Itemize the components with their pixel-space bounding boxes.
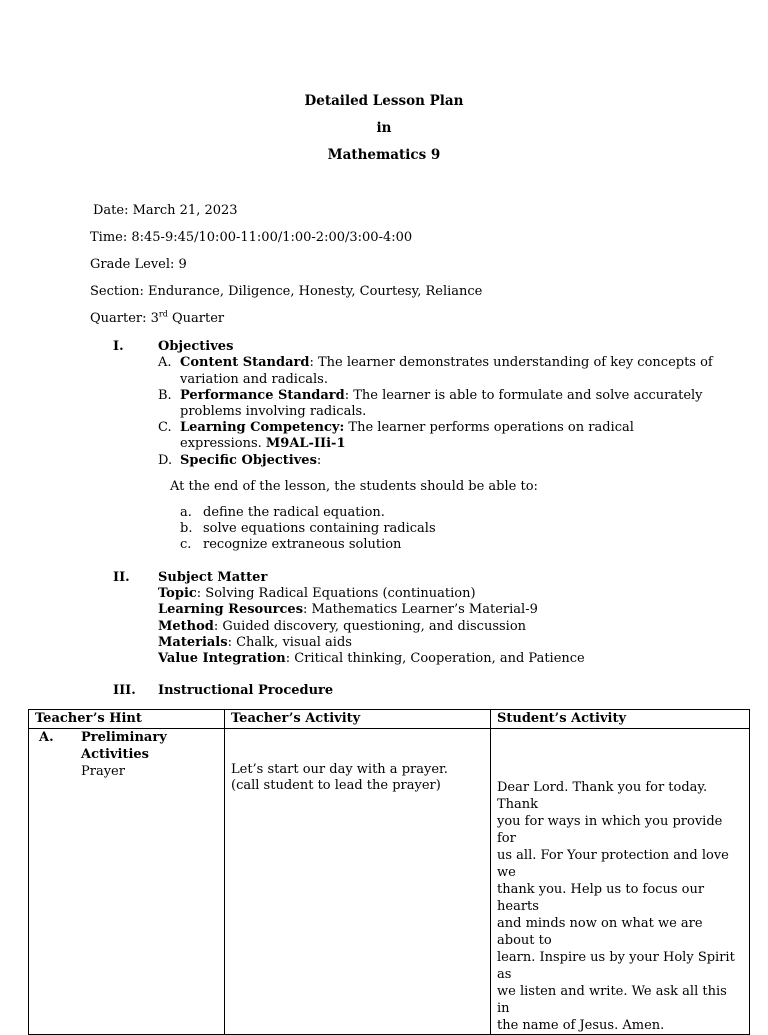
prayer-line: you for ways in which you provide for [497,814,723,846]
topic-text: : Solving Radical Equations (continuation) [196,586,476,601]
document-subject-title: Mathematics 9 [327,147,441,163]
objective-c-label: C. [158,420,172,435]
hint-label: A. [39,730,54,745]
objectives-intro: At the end of the lesson, the students should be able to: [170,479,538,494]
content-standard-term: Content Standard [180,355,310,370]
learning-competency-text: The learner performs operations on radical [344,420,634,435]
performance-standard-text: : The learner is able to formulate and solve accurately [344,388,703,403]
instructional-procedure-table [28,709,750,1035]
prayer-line: us all. For Your protection and love we [497,848,729,880]
quarter-prefix: Quarter: 3 [90,311,159,326]
subject-heading: Subject Matter [158,570,268,585]
objectives-heading: Objectives [158,339,234,354]
table-header-students-activity: Student’s Activity [491,710,750,729]
objective-d [180,453,321,468]
procedure-heading: Instructional Procedure [158,683,334,698]
value-integration-text: : Critical thinking, Cooperation, and Patience [285,651,585,666]
specific-objectives-term: Specific Objectives [180,453,317,468]
objective-b [180,388,703,403]
table-header-row [29,710,750,729]
hint-title-line1: Preliminary [81,730,167,745]
grade-level-line: Grade Level: 9 [90,257,187,272]
list-item-label: b. [180,521,193,536]
learning-competency-expressions: expressions. [180,436,266,451]
performance-standard-term: Performance Standard [180,388,345,403]
objective-b-label: B. [158,388,172,403]
method-line [158,619,526,634]
content-standard-text-cont: variation and radicals. [180,372,328,387]
teachers-hint-cell [29,729,225,1035]
objective-d-label: D. [158,453,173,468]
performance-standard-text-cont: problems involving radicals. [180,404,367,419]
list-item: recognize extraneous solution [203,537,402,552]
hint-title-line2: Activities [81,747,149,762]
list-item: solve equations containing radicals [203,521,436,536]
objectives-numeral: I. [113,339,124,354]
quarter-line [90,311,224,326]
prayer-line: thank you. Help us to focus our hearts [497,882,705,914]
subject-numeral: II. [113,570,130,585]
teachers-activity-line1: Let’s start our day with a prayer. [231,762,448,777]
date-line: Date: March 21, 2023 [93,203,238,218]
learning-resources-line [158,602,538,617]
content-standard-text: : The learner demonstrates understanding of key concepts of [309,355,713,370]
materials-line [158,635,352,650]
prayer-line: the name of Jesus. Amen. [497,1018,665,1033]
prayer-line: learn. Inspire us by your Holy Spirit as [497,950,735,982]
materials-text: : Chalk, visual aids [227,635,352,650]
objective-a [180,355,713,370]
document-title-in: in [376,120,392,136]
prayer-label: Prayer [81,764,125,779]
quarter-suffix: Quarter [167,311,225,326]
procedure-numeral: III. [113,683,136,698]
teachers-activity-cell [225,729,491,1035]
materials-term: Materials [158,635,228,650]
teachers-activity-line2: (call student to lead the prayer) [231,778,441,793]
preliminary-activities-hint [35,729,218,763]
list-item-label: a. [180,505,192,520]
list-item: define the radical equation. [203,505,385,520]
method-text: : Guided discovery, questioning, and discussion [213,619,527,634]
prayer-line: and minds now on what we are about to [497,916,703,948]
table-row [29,729,750,1035]
competency-code: M9AL-IIi-1 [265,436,346,451]
objective-c [180,420,634,435]
learning-resources-text: : Mathematics Learner’s Material-9 [303,602,538,617]
table-header-teachers-activity: Teacher’s Activity [225,710,491,729]
document-title: Detailed Lesson Plan [304,93,464,109]
time-line: Time: 8:45-9:45/10:00-11:00/1:00-2:00/3:00-4:00 [90,230,413,245]
specific-objectives-colon: : [316,453,322,468]
students-activity-cell [491,729,750,1035]
value-integration-term: Value Integration [158,651,286,666]
objective-a-label: A. [158,355,172,370]
list-item-label: c. [180,537,192,552]
topic-line [158,586,476,601]
table-header-teachers-hint: Teacher’s Hint [29,710,225,729]
learning-resources-term: Learning Resources [158,602,304,617]
section-line: Section: Endurance, Diligence, Honesty, Courtesy, Reliance [90,284,483,299]
quarter-superscript: rd [158,309,168,319]
learning-competency-term: Learning Competency: [180,420,345,435]
prayer-line: we listen and write. We ask all this in [497,984,727,1016]
learning-competency-text-cont [180,436,346,451]
topic-term: Topic [158,586,197,601]
method-term: Method [158,619,214,634]
value-integration-line [158,651,585,666]
prayer-line: Dear Lord. Thank you for today. Thank [497,780,708,812]
